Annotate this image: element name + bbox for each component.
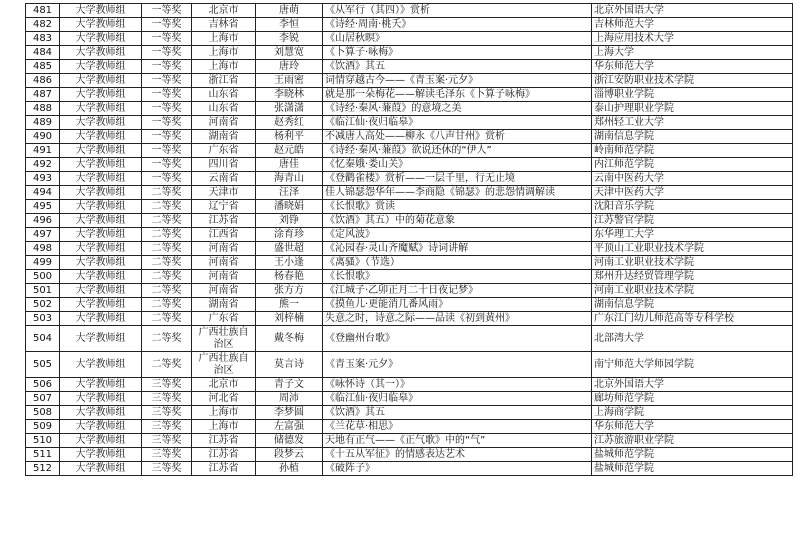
- region-cell: 上海市: [192, 420, 256, 434]
- prize-cell: 二等奖: [142, 200, 192, 214]
- region-cell: 河北省: [192, 392, 256, 406]
- row-number: 483: [26, 32, 60, 46]
- prize-cell: 一等奖: [142, 4, 192, 18]
- row-number: 484: [26, 46, 60, 60]
- name-cell: 青子文: [256, 378, 323, 392]
- prize-cell: 一等奖: [142, 88, 192, 102]
- table-row: [26, 448, 793, 462]
- organization-cell: 北京外国语大学: [592, 4, 793, 18]
- region-cell: 河南省: [192, 242, 256, 256]
- title-cell: 《登幽州台歌》: [323, 326, 592, 352]
- name-cell: 储德发: [256, 434, 323, 448]
- organization-cell: 浙江安防职业技术学院: [592, 74, 793, 88]
- row-number: 507: [26, 392, 60, 406]
- table-row: [26, 242, 793, 256]
- group-cell: 大学教师组: [60, 130, 142, 144]
- organization-cell: 广东江门幼儿师范高等专科学校: [592, 312, 793, 326]
- table-row: [26, 420, 793, 434]
- prize-cell: 三等奖: [142, 420, 192, 434]
- table-row: [26, 326, 793, 352]
- table-row: [26, 74, 793, 88]
- name-cell: 李恒: [256, 18, 323, 32]
- table-row: [26, 4, 793, 18]
- region-cell: 广西壮族自治区: [192, 352, 256, 378]
- group-cell: 大学教师组: [60, 4, 142, 18]
- name-cell: 李晓林: [256, 88, 323, 102]
- region-cell: 吉林省: [192, 18, 256, 32]
- name-cell: 盛世超: [256, 242, 323, 256]
- row-number: 502: [26, 298, 60, 312]
- row-number: 481: [26, 4, 60, 18]
- table-row: [26, 378, 793, 392]
- group-cell: 大学教师组: [60, 270, 142, 284]
- organization-cell: 盐城师范学院: [592, 462, 793, 476]
- name-cell: 刘梓楠: [256, 312, 323, 326]
- award-list-table: [25, 3, 793, 476]
- table-row: [26, 186, 793, 200]
- name-cell: 涂育珍: [256, 228, 323, 242]
- row-number: 482: [26, 18, 60, 32]
- group-cell: 大学教师组: [60, 448, 142, 462]
- organization-cell: 江苏警官学院: [592, 214, 793, 228]
- title-cell: 《从军行（其四）》赏析: [323, 4, 592, 18]
- organization-cell: 湖南信息学院: [592, 298, 793, 312]
- name-cell: 张方方: [256, 284, 323, 298]
- group-cell: 大学教师组: [60, 420, 142, 434]
- group-cell: 大学教师组: [60, 228, 142, 242]
- region-cell: 山东省: [192, 88, 256, 102]
- region-cell: 浙江省: [192, 74, 256, 88]
- region-cell: 广东省: [192, 144, 256, 158]
- name-cell: 段梦云: [256, 448, 323, 462]
- table-row: [26, 200, 793, 214]
- group-cell: 大学教师组: [60, 406, 142, 420]
- row-number: 486: [26, 74, 60, 88]
- name-cell: 孙植: [256, 462, 323, 476]
- title-cell: 《定风波》: [323, 228, 592, 242]
- region-cell: 上海市: [192, 46, 256, 60]
- group-cell: 大学教师组: [60, 186, 142, 200]
- name-cell: 莫言诗: [256, 352, 323, 378]
- table-row: [26, 18, 793, 32]
- group-cell: 大学教师组: [60, 158, 142, 172]
- prize-cell: 一等奖: [142, 46, 192, 60]
- group-cell: 大学教师组: [60, 74, 142, 88]
- table-row: [26, 434, 793, 448]
- prize-cell: 一等奖: [142, 102, 192, 116]
- organization-cell: 北京外国语大学: [592, 378, 793, 392]
- region-cell: 河南省: [192, 116, 256, 130]
- row-number: 505: [26, 352, 60, 378]
- title-cell: 《长恨歌》: [323, 270, 592, 284]
- organization-cell: 泰山护理职业学院: [592, 102, 793, 116]
- region-cell: 北京市: [192, 378, 256, 392]
- row-number: 490: [26, 130, 60, 144]
- row-number: 499: [26, 256, 60, 270]
- name-cell: 唐萌: [256, 4, 323, 18]
- table-row: [26, 298, 793, 312]
- title-cell: 《登鹳雀楼》赏析——一层千里，行无止境: [323, 172, 592, 186]
- prize-cell: 一等奖: [142, 116, 192, 130]
- group-cell: 大学教师组: [60, 434, 142, 448]
- group-cell: 大学教师组: [60, 284, 142, 298]
- group-cell: 大学教师组: [60, 88, 142, 102]
- region-cell: 河南省: [192, 256, 256, 270]
- organization-cell: 河南工业职业技术学院: [592, 256, 793, 270]
- prize-cell: 三等奖: [142, 406, 192, 420]
- region-cell: 江苏省: [192, 214, 256, 228]
- title-cell: 就是那一朵梅花——解读毛泽东《卜算子咏梅》: [323, 88, 592, 102]
- group-cell: 大学教师组: [60, 392, 142, 406]
- group-cell: 大学教师组: [60, 378, 142, 392]
- group-cell: 大学教师组: [60, 298, 142, 312]
- row-number: 496: [26, 214, 60, 228]
- group-cell: 大学教师组: [60, 102, 142, 116]
- region-cell: 江苏省: [192, 462, 256, 476]
- name-cell: 海青山: [256, 172, 323, 186]
- prize-cell: 二等奖: [142, 186, 192, 200]
- group-cell: 大学教师组: [60, 60, 142, 74]
- organization-cell: 郑州升达经贸管理学院: [592, 270, 793, 284]
- region-cell: 辽宁省: [192, 200, 256, 214]
- group-cell: 大学教师组: [60, 18, 142, 32]
- title-cell: 《破阵子》: [323, 462, 592, 476]
- title-cell: 《江城子·乙卯正月二十日夜记梦》: [323, 284, 592, 298]
- group-cell: 大学教师组: [60, 46, 142, 60]
- organization-cell: 上海应用技术大学: [592, 32, 793, 46]
- title-cell: 《咏怀诗（其一）》: [323, 378, 592, 392]
- organization-cell: 沈阳音乐学院: [592, 200, 793, 214]
- row-number: 495: [26, 200, 60, 214]
- row-number: 511: [26, 448, 60, 462]
- table-row: [26, 46, 793, 60]
- region-cell: 河南省: [192, 270, 256, 284]
- group-cell: 大学教师组: [60, 312, 142, 326]
- prize-cell: 二等奖: [142, 270, 192, 284]
- organization-cell: 平顶山工业职业技术学院: [592, 242, 793, 256]
- group-cell: 大学教师组: [60, 242, 142, 256]
- title-cell: 《饮酒》其五）中的菊花意象: [323, 214, 592, 228]
- title-cell: 《饮酒》其五: [323, 406, 592, 420]
- prize-cell: 一等奖: [142, 60, 192, 74]
- name-cell: 李梦圆: [256, 406, 323, 420]
- region-cell: 云南省: [192, 172, 256, 186]
- row-number: 503: [26, 312, 60, 326]
- name-cell: 杨利平: [256, 130, 323, 144]
- title-cell: 《诗经·周南·桃夭》: [323, 18, 592, 32]
- title-cell: 《沁园春·灵山齐魔赋》诗词讲解: [323, 242, 592, 256]
- name-cell: 张潇潇: [256, 102, 323, 116]
- prize-cell: 二等奖: [142, 326, 192, 352]
- region-cell: 江西省: [192, 228, 256, 242]
- group-cell: 大学教师组: [60, 352, 142, 378]
- title-cell: 《卜算子·咏梅》: [323, 46, 592, 60]
- table-row: [26, 172, 793, 186]
- name-cell: 王雨密: [256, 74, 323, 88]
- row-number: 493: [26, 172, 60, 186]
- organization-cell: 江苏旅游职业学院: [592, 434, 793, 448]
- row-number: 489: [26, 116, 60, 130]
- prize-cell: 一等奖: [142, 144, 192, 158]
- title-cell: 《诗经·秦风·蒹葭》欲说还休的“伊人”: [323, 144, 592, 158]
- region-cell: 上海市: [192, 406, 256, 420]
- region-cell: 上海市: [192, 32, 256, 46]
- organization-cell: 天津中医药大学: [592, 186, 793, 200]
- group-cell: 大学教师组: [60, 214, 142, 228]
- table-row: [26, 116, 793, 130]
- table-row: [26, 102, 793, 116]
- row-number: 509: [26, 420, 60, 434]
- name-cell: 刘慧宽: [256, 46, 323, 60]
- name-cell: 杨春艳: [256, 270, 323, 284]
- title-cell: 《饮酒》其五: [323, 60, 592, 74]
- prize-cell: 三等奖: [142, 434, 192, 448]
- row-number: 487: [26, 88, 60, 102]
- region-cell: 河南省: [192, 284, 256, 298]
- prize-cell: 一等奖: [142, 74, 192, 88]
- name-cell: 唐佳: [256, 158, 323, 172]
- name-cell: 左富强: [256, 420, 323, 434]
- organization-cell: 淄博职业学院: [592, 88, 793, 102]
- prize-cell: 二等奖: [142, 228, 192, 242]
- name-cell: 戴冬梅: [256, 326, 323, 352]
- region-cell: 上海市: [192, 60, 256, 74]
- organization-cell: 云南中医药大学: [592, 172, 793, 186]
- table-row: [26, 406, 793, 420]
- organization-cell: 华东师范大学: [592, 420, 793, 434]
- prize-cell: 二等奖: [142, 214, 192, 228]
- region-cell: 湖南省: [192, 130, 256, 144]
- prize-cell: 二等奖: [142, 256, 192, 270]
- title-cell: 《兰花草·相思》: [323, 420, 592, 434]
- row-number: 488: [26, 102, 60, 116]
- table-row: [26, 228, 793, 242]
- organization-cell: 吉林师范大学: [592, 18, 793, 32]
- group-cell: 大学教师组: [60, 116, 142, 130]
- row-number: 494: [26, 186, 60, 200]
- region-cell: 广东省: [192, 312, 256, 326]
- organization-cell: 内江师范学院: [592, 158, 793, 172]
- title-cell: 天地有正气——《正气歌》中的“气”: [323, 434, 592, 448]
- row-number: 504: [26, 326, 60, 352]
- organization-cell: 郑州轻工业大学: [592, 116, 793, 130]
- row-number: 492: [26, 158, 60, 172]
- title-cell: 《摸鱼儿·更能消几番风雨》: [323, 298, 592, 312]
- region-cell: 广西壮族自治区: [192, 326, 256, 352]
- organization-cell: 北部湾大学: [592, 326, 793, 352]
- title-cell: 《临江仙·夜归临皋》: [323, 116, 592, 130]
- title-cell: 佳人锦瑟怨华年——李商隐《锦瑟》的悲怨情调解读: [323, 186, 592, 200]
- group-cell: 大学教师组: [60, 256, 142, 270]
- region-cell: 湖南省: [192, 298, 256, 312]
- name-cell: 潘晓娟: [256, 200, 323, 214]
- title-cell: 《离骚》（节选）: [323, 256, 592, 270]
- table-row: [26, 312, 793, 326]
- title-cell: 《忆秦娥·娄山关》: [323, 158, 592, 172]
- row-number: 508: [26, 406, 60, 420]
- table-row: [26, 158, 793, 172]
- group-cell: 大学教师组: [60, 32, 142, 46]
- table-row: [26, 130, 793, 144]
- organization-cell: 东华理工大学: [592, 228, 793, 242]
- prize-cell: 一等奖: [142, 172, 192, 186]
- table-row: [26, 256, 793, 270]
- region-cell: 天津市: [192, 186, 256, 200]
- table-row: [26, 60, 793, 74]
- row-number: 500: [26, 270, 60, 284]
- organization-cell: 南宁师范大学师园学院: [592, 352, 793, 378]
- name-cell: 王小逢: [256, 256, 323, 270]
- title-cell: 《诗经·秦风·蒹葭》的意境之美: [323, 102, 592, 116]
- title-cell: 不减唐人高处——柳永《八声甘州》赏析: [323, 130, 592, 144]
- table-row: [26, 88, 793, 102]
- row-number: 498: [26, 242, 60, 256]
- prize-cell: 三等奖: [142, 378, 192, 392]
- prize-cell: 一等奖: [142, 18, 192, 32]
- organization-cell: 上海商学院: [592, 406, 793, 420]
- prize-cell: 三等奖: [142, 448, 192, 462]
- row-number: 506: [26, 378, 60, 392]
- table-row: [26, 284, 793, 298]
- row-number: 485: [26, 60, 60, 74]
- name-cell: 周沛: [256, 392, 323, 406]
- row-number: 491: [26, 144, 60, 158]
- organization-cell: 河南工业职业技术学院: [592, 284, 793, 298]
- row-number: 512: [26, 462, 60, 476]
- organization-cell: 岭南师范学院: [592, 144, 793, 158]
- group-cell: 大学教师组: [60, 200, 142, 214]
- prize-cell: 二等奖: [142, 312, 192, 326]
- organization-cell: 盐城师范学院: [592, 448, 793, 462]
- prize-cell: 一等奖: [142, 130, 192, 144]
- name-cell: 刘铮: [256, 214, 323, 228]
- row-number: 510: [26, 434, 60, 448]
- row-number: 501: [26, 284, 60, 298]
- organization-cell: 廊坊师范学院: [592, 392, 793, 406]
- name-cell: 汪泽: [256, 186, 323, 200]
- name-cell: 赵元皓: [256, 144, 323, 158]
- name-cell: 唐玲: [256, 60, 323, 74]
- table-body: [26, 4, 793, 476]
- region-cell: 山东省: [192, 102, 256, 116]
- title-cell: 词情穿越古今——《青玉案·元夕》: [323, 74, 592, 88]
- region-cell: 江苏省: [192, 448, 256, 462]
- row-number: 497: [26, 228, 60, 242]
- name-cell: 赵秀红: [256, 116, 323, 130]
- title-cell: 《青玉案·元夕》: [323, 352, 592, 378]
- table-row: [26, 462, 793, 476]
- title-cell: 《临江仙·夜归临皋》: [323, 392, 592, 406]
- table-row: [26, 32, 793, 46]
- name-cell: 熊一: [256, 298, 323, 312]
- organization-cell: 湖南信息学院: [592, 130, 793, 144]
- organization-cell: 上海大学: [592, 46, 793, 60]
- title-cell: 《十五从军征》的情感表达艺术: [323, 448, 592, 462]
- organization-cell: 华东师范大学: [592, 60, 793, 74]
- table-row: [26, 392, 793, 406]
- prize-cell: 一等奖: [142, 32, 192, 46]
- group-cell: 大学教师组: [60, 326, 142, 352]
- table-row: [26, 214, 793, 228]
- name-cell: 李锐: [256, 32, 323, 46]
- title-cell: 《长恨歌》赏读: [323, 200, 592, 214]
- prize-cell: 三等奖: [142, 392, 192, 406]
- region-cell: 北京市: [192, 4, 256, 18]
- table-row: [26, 270, 793, 284]
- prize-cell: 二等奖: [142, 298, 192, 312]
- group-cell: 大学教师组: [60, 462, 142, 476]
- table-row: [26, 352, 793, 378]
- region-cell: 江苏省: [192, 434, 256, 448]
- prize-cell: 二等奖: [142, 242, 192, 256]
- region-cell: 四川省: [192, 158, 256, 172]
- group-cell: 大学教师组: [60, 144, 142, 158]
- prize-cell: 一等奖: [142, 158, 192, 172]
- group-cell: 大学教师组: [60, 172, 142, 186]
- prize-cell: 二等奖: [142, 352, 192, 378]
- prize-cell: 三等奖: [142, 462, 192, 476]
- table-row: [26, 144, 793, 158]
- title-cell: 失意之时，诗意之际——品读《初到黄州》: [323, 312, 592, 326]
- prize-cell: 二等奖: [142, 284, 192, 298]
- title-cell: 《山居秋暝》: [323, 32, 592, 46]
